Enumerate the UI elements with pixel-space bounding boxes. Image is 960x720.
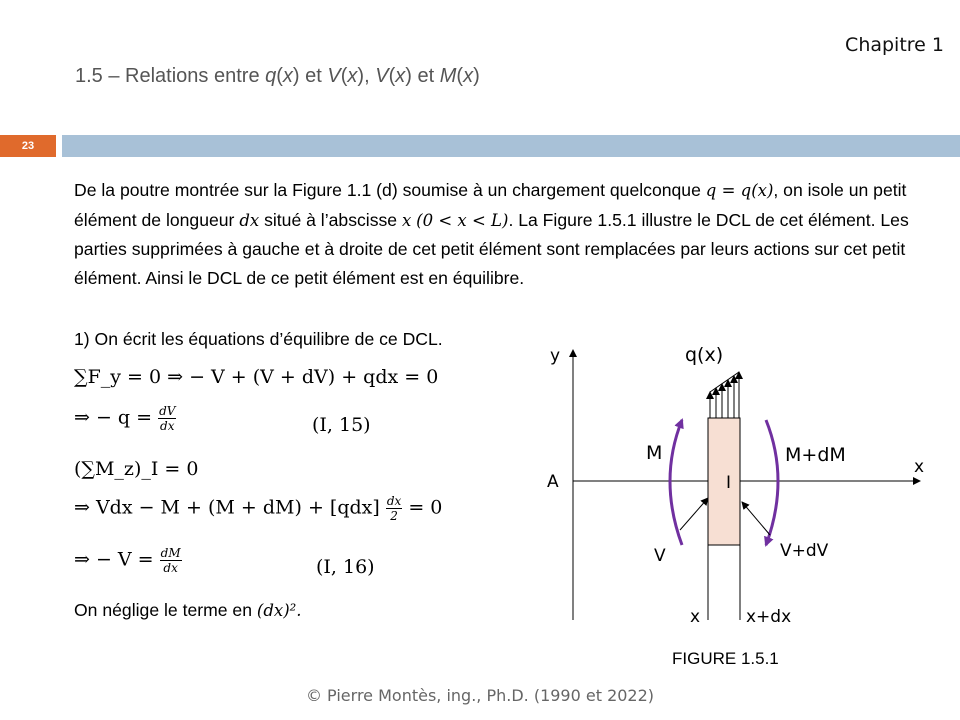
moment-arrow-right (766, 420, 778, 545)
title-and-2: et (417, 65, 435, 87)
neglect-label: On néglige le terme en (74, 600, 252, 620)
eq4-rhs: = 0 (408, 496, 443, 519)
x-symbol: x (401, 210, 412, 230)
title-open-4: ( (456, 65, 464, 87)
eq4-lhs: ⇒ Vdx − M + (M + dM) + [qdx] (74, 496, 380, 519)
chapter-label: Chapitre 1 (845, 34, 944, 56)
equation-moment (74, 494, 442, 523)
title-close-3: ) (405, 65, 412, 87)
dx-symbol: dx (239, 210, 260, 230)
label-q: q(x) (685, 344, 724, 366)
equation-sum-fy: ∑F_y = 0 ⇒ − V + (V + dV) + qdx = 0 (74, 366, 439, 388)
neglect-expression: (dx)². (256, 601, 302, 620)
title-M: M (439, 65, 457, 87)
title-open-3: ( (388, 65, 396, 87)
equation-sum-mz: (∑M_z)_I = 0 (74, 458, 199, 480)
range-expression: (0 < x < L) (416, 210, 509, 230)
load-expression: q = q(x) (705, 181, 774, 200)
title-x-1: x (282, 65, 293, 87)
label-M: M (646, 442, 663, 464)
eq2-fraction (158, 404, 176, 433)
title-close-2: ) (357, 65, 365, 87)
label-xdx: x+dx (746, 607, 792, 627)
title-comma: , (364, 65, 370, 87)
eq5-fraction (160, 546, 182, 575)
title-x-3: x (395, 65, 406, 87)
label-V: V (654, 546, 666, 566)
title-x-2: x (347, 65, 358, 87)
eq5-denominator: dx (163, 561, 178, 575)
distributed-load-arrows (710, 372, 739, 418)
moment-arrow-left (670, 420, 682, 545)
beam-element (708, 418, 740, 545)
label-VdV: V+dV (780, 541, 829, 561)
title-close-1: ) (292, 65, 300, 87)
title-open-2: ( (340, 65, 348, 87)
title-open-1: ( (276, 65, 283, 87)
shear-arrow-right (742, 502, 770, 535)
label-I: I (726, 473, 732, 493)
intro-part3: situé à l’abscisse (264, 209, 398, 230)
title-prefix: 1.5 – Relations entre (75, 65, 266, 87)
eq2-denominator: dx (160, 419, 175, 433)
title-V-2: V (375, 65, 389, 87)
eq2-lhs: ⇒ − q = (74, 406, 153, 429)
label-x-position: x (690, 607, 701, 627)
eq5-lhs: ⇒ − V = (74, 548, 154, 571)
equation-label-16: (I, 16) (316, 556, 375, 578)
intro-part2: , on isole un petit élément de longueur (74, 180, 907, 230)
title-x-4: x (463, 65, 474, 87)
footer-copyright: © Pierre Montès, ing., Ph.D. (1990 et 2022) (305, 686, 655, 705)
slide-title (75, 65, 480, 88)
intro-part1: De la poutre montrée sur la Figure 1.1 (d) soumise à un chargement quelconque (74, 180, 701, 200)
title-V-1: V (327, 65, 341, 87)
eq4-denominator: 2 (390, 509, 398, 523)
shear-arrow-left (680, 498, 708, 530)
title-q: q (265, 65, 277, 87)
intro-part4: . La Figure 1.5.1 illustre le DCL de cet élément. Les parties supprimées à gauche et à droite de cet petit élément sont remplacées par leurs actions sur cet petit élément. Ainsi le DCL de ce petit élément est en équilibre. (74, 209, 909, 288)
header-bar (62, 135, 960, 157)
figure-caption: FIGURE 1.5.1 (672, 649, 779, 668)
equation-q (74, 404, 176, 433)
equation-v (74, 546, 182, 575)
eq4-numerator: dx (386, 494, 402, 508)
intro-paragraph (74, 176, 914, 292)
slide-number: 23 (0, 135, 56, 157)
label-y: y (550, 346, 561, 366)
title-and-1: et (305, 65, 322, 87)
eq4-fraction (386, 494, 402, 523)
label-MdM: M+dM (785, 444, 846, 466)
title-close-4: ) (473, 65, 480, 87)
neglect-text (74, 600, 302, 621)
load-envelope (710, 372, 739, 392)
equation-label-15: (I, 15) (312, 414, 371, 436)
step-1-text: 1) On écrit les équations d’équilibre de ce DCL. (74, 329, 443, 349)
label-A: A (547, 472, 559, 492)
label-x-axis: x (914, 457, 925, 477)
eq2-numerator: dV (159, 404, 176, 418)
eq5-numerator: dM (160, 546, 181, 560)
free-body-diagram (530, 330, 950, 640)
